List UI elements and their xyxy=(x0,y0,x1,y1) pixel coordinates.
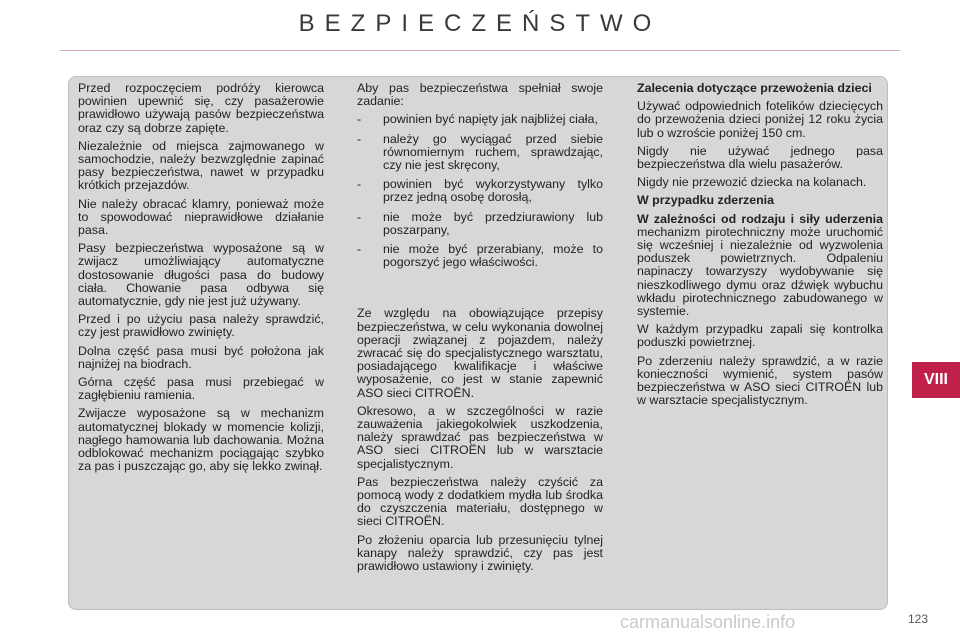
dash-marker: - xyxy=(357,177,362,192)
paragraph: Górna część pasa musi przebiegać w zagłębieniu ramienia. xyxy=(78,375,324,403)
list-item xyxy=(357,243,603,269)
paragraph-collision-lead xyxy=(637,213,883,319)
title-divider xyxy=(60,50,900,51)
list-item-text: nie może być przedziurawiony lub poszarpany, xyxy=(383,209,603,237)
list-item-text: powinien być wykorzystywany tylko przez jedną osobę dorosłą, xyxy=(383,177,603,205)
list-item xyxy=(357,133,603,173)
chapter-tab: VIII xyxy=(912,362,960,398)
paragraph: Zwijacze wyposażone są w mechanizm automatycznej blokady w momencie kolizji, nagłego hamowania lub dachowania. Można odblokować mechanizm pociągając szybko za pas i puszczając go, aby się lekko zwinął. xyxy=(78,406,324,474)
list-item xyxy=(357,113,603,126)
paragraph: Nigdy nie używać jednego pasa bezpieczeństwa dla wielu pasażerów. xyxy=(637,143,883,172)
dash-marker: - xyxy=(357,112,362,127)
list-item-text: powinien być napięty jak najbliżej ciała, xyxy=(383,112,598,127)
paragraph: Okresowo, a w szczególności w razie zauważenia jakiegokolwiek uszkodzenia, należy sprawdzać pas bezpieczeństwa w ASO sieci CITROËN lub w warsztacie specjalistycznym. xyxy=(357,403,603,471)
list-item xyxy=(357,211,603,237)
list-item xyxy=(357,178,603,204)
paragraph: Pasy bezpieczeństwa wyposażone są w zwijacz umożliwiający automatyczne dostosowanie długości pasa do budowy ciała. Chowanie pasa odbywa się automatycznie, gdy nie jest już używany. xyxy=(78,241,324,309)
column-spacer xyxy=(357,275,603,307)
paragraph: Przed i po użyciu pasa należy sprawdzić, czy jest prawidłowo zwinięty. xyxy=(78,312,324,340)
paragraph: Dolna część pasa musi być położona jak najniżej na biodrach. xyxy=(78,343,324,371)
column-seatbelt-usage xyxy=(78,82,324,478)
paragraph: Niezależnie od miejsca zajmowanego w samochodzie, należy bezwzględnie zapinać pasy bezpieczeństwa, nawet w przypadku krótkich przejazdów. xyxy=(78,138,324,193)
watermark: carmanualsonline.info xyxy=(620,612,796,632)
dash-marker: - xyxy=(357,209,362,224)
page-title: BEZPIECZEŃSTWO xyxy=(298,10,662,37)
paragraph: Używać odpowiednich fotelików dziecięcych do przewożenia dzieci poniżej 12 roku życia lub o wzroście poniżej 150 cm. xyxy=(637,99,883,140)
paragraph: Nigdy nie przewozić dziecka na kolanach. xyxy=(637,175,867,190)
dash-marker: - xyxy=(357,242,362,257)
paragraph: W każdym przypadku zapali się kontrolka poduszki powietrznej. xyxy=(637,322,883,350)
paragraph: Nie należy obracać klamry, ponieważ może to spowodować nieprawidłowe działanie pasa. xyxy=(78,196,324,238)
requirements-list xyxy=(357,113,603,269)
paragraph: Po zderzeniu należy sprawdzić, a w razie konieczności wymienić, system pasów bezpieczeństwa w ASO sieci CITROËN lub w warsztacie specjalistycznym. xyxy=(637,353,883,408)
paragraph: Po złożeniu oparcia lub przesunięciu tylnej kanapy należy sprawdzić, czy pas jest prawidłowo ustawiony i zwinięty. xyxy=(357,532,603,574)
dash-marker: - xyxy=(357,131,362,146)
bullet-intro: Aby pas bezpieczeństwa spełniał swoje zadanie: xyxy=(357,81,603,109)
paragraph: Przed rozpoczęciem podróży kierowca powinien upewnić się, czy pasażerowie prawidłowo używają pasów bezpieczeństwa oraz czy są dobrze zapięte. xyxy=(78,81,324,135)
paragraph: Pas bezpieczeństwa należy czyścić za pomocą wody z dodatkiem mydła lub środka do czyszczenia materiału, dostępnego w sieci CITROËN. xyxy=(357,474,603,529)
section-heading-children: Zalecenia dotyczące przewożenia dzieci xyxy=(637,81,872,95)
column-children-and-collision xyxy=(637,82,883,412)
paragraph: Ze względu na obowiązujące przepisy bezpieczeństwa, w celu wykonania dowolnej operacji związanej z pojazdem, należy zwracać się do specjalistycznego warsztatu, posiadającego kwalifikacje i właściwe wyposażenie, co jest w stanie zapewnić ASO sieci CITROËN. xyxy=(357,306,603,400)
list-item-text: nie może być przerabiany, może to pogorszyć jego właściwości. xyxy=(383,242,603,270)
list-item-text: należy go wyciągać przed siebie równomiernym ruchem, sprawdzając, czy nie jest skręcony, xyxy=(383,131,603,173)
column-seatbelt-requirements xyxy=(357,82,603,578)
bold-lead: W zależności od rodzaju i siły uderzenia xyxy=(637,211,883,226)
page-number: 123 xyxy=(908,612,929,626)
section-heading-collision: W przypadku zderzenia xyxy=(637,193,775,208)
lead-text: mechanizm pirotechniczny może uruchomić się wcześniej i niezależnie od wyzwolenia poduszek powietrznych. Odpaleniu napinaczy towarzyszy wydobywanie się nieszkodliwego dymu oraz dźwięk wybuchu wkładu pirotechnicznego zabudowanego w systemie. xyxy=(637,224,883,319)
